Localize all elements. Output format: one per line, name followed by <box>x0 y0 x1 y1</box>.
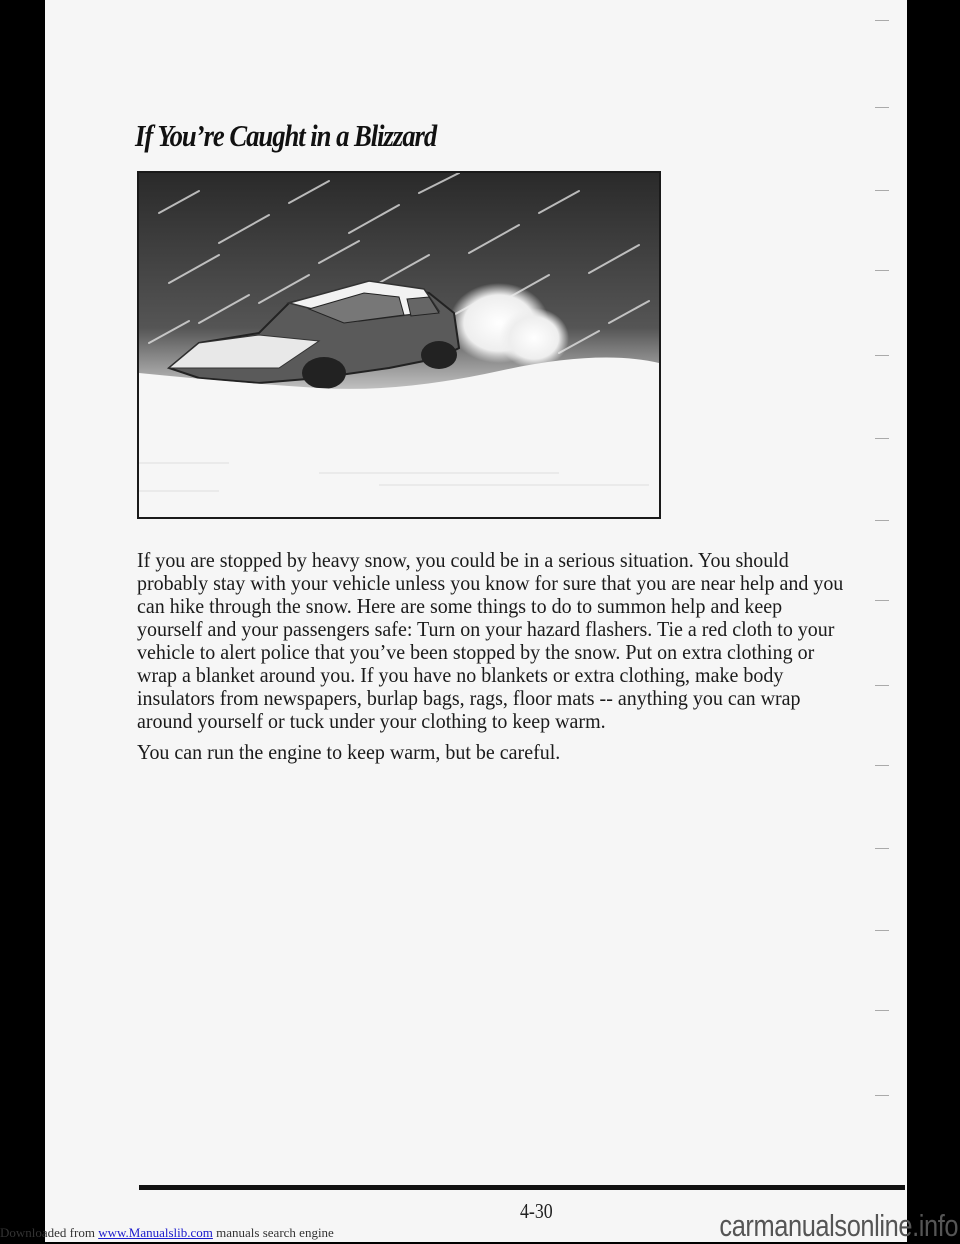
paragraph-1: If you are stopped by heavy snow, you could be in a serious situation. You should probably stay with your vehicle unless you know for sure that you are near help and you can hike through the snow. Here are some things to do to summon help and keep yourself and your passengers safe: Turn on your hazard flashers. Tie a red cloth to your vehicle to alert police that you’ve been stopped by the snow. Put on extra clothing or wrap a blanket around you. If you have no blankets or extra clothing, make body insulators from newspapers, burlap bags, rags, floor mats -- anything you can wrap around yourself or tuck under your clothing to keep warm. <box>137 548 844 733</box>
page-number: 4-30 <box>520 1199 553 1223</box>
paragraph-2: You can run the engine to keep warm, but be careful. <box>137 740 561 764</box>
download-suffix: manuals search engine <box>212 1225 334 1240</box>
section-title: If You’re Caught in a Blizzard <box>135 118 437 153</box>
manualslib-link[interactable]: www.Manualslib.com <box>98 1225 213 1240</box>
watermark: carmanualsonline.info <box>719 1208 958 1243</box>
download-credit <box>0 1225 334 1241</box>
blizzard-car-illustration <box>137 171 661 519</box>
manual-page <box>45 0 907 1242</box>
car-in-snow-image <box>139 173 659 517</box>
margin-tick-marks <box>865 0 895 1242</box>
body-text <box>137 549 844 772</box>
download-prefix: Downloaded from <box>0 1225 99 1240</box>
footer-rule <box>139 1185 905 1190</box>
